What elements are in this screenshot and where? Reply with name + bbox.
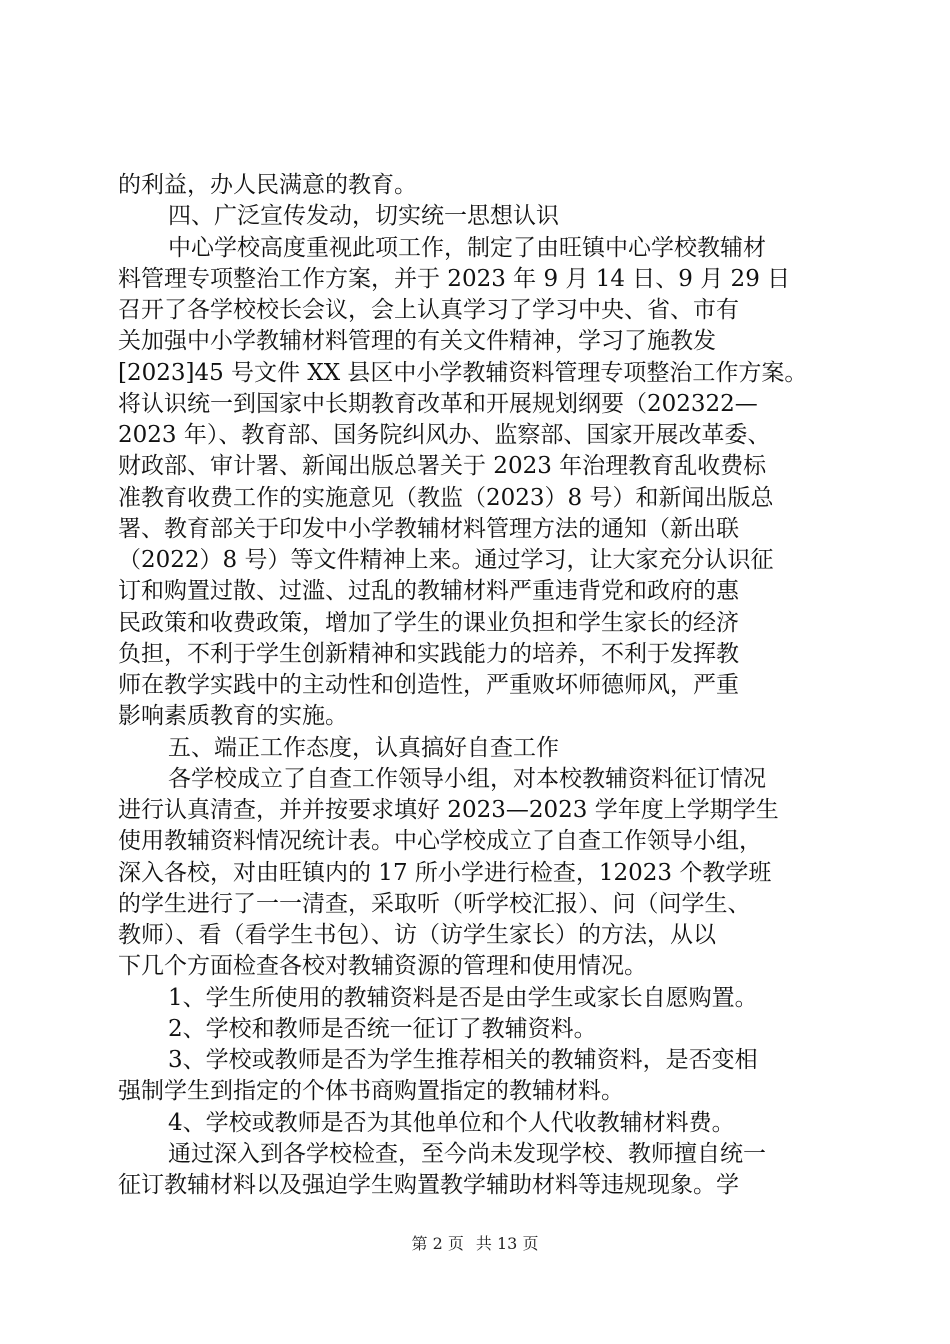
text-line: 4、学校或教师是否为其他单位和个人代收教辅材料费。 bbox=[168, 1109, 735, 1136]
text-line: 中心学校高度重视此项工作，制定了由旺镇中心学校教辅材 bbox=[168, 234, 766, 261]
text-line: 订和购置过散、过滥、过乱的教辅材料严重违背党和政府的惠 bbox=[118, 578, 739, 605]
text-line: 五、端正工作态度，认真搞好自查工作 bbox=[168, 734, 559, 761]
page-total: 共 13 页 bbox=[475, 1234, 539, 1253]
text-line: 负担，不利于学生创新精神和实践能力的培养，不利于发挥教 bbox=[118, 640, 739, 667]
document-body bbox=[118, 170, 834, 1201]
text-line: 关加强中小学教辅材料管理的有关文件精神，学习了施教发 bbox=[118, 328, 716, 355]
text-line: 1、学生所使用的教辅资料是否是由学生或家长自愿购置。 bbox=[168, 984, 758, 1011]
text-line: 征订教辅材料以及强迫学生购置教学辅助材料等违规现象。学 bbox=[118, 1172, 739, 1198]
text-line: 署、教育部关于印发中小学教辅材料管理方法的通知（新出联 bbox=[118, 515, 739, 542]
text-line: [2023]45 号文件 XX 县区中小学教辅资料管理专项整治工作方案。 bbox=[118, 359, 808, 386]
text-line: 财政部、审计署、新闻出版总署关于 2023 年治理教育乱收费标 bbox=[118, 453, 767, 480]
text-line: 料管理专项整治工作方案，并于 2023 年 9 月 14 日、9 月 29 日 bbox=[118, 265, 791, 292]
text-line: 2、学校和教师是否统一征订了教辅资料。 bbox=[168, 1015, 597, 1042]
page-footer bbox=[0, 1233, 950, 1255]
text-line: 深入各校，对由旺镇内的 17 所小学进行检查，12023 个教学班 bbox=[118, 859, 772, 886]
text-line: 下几个方面检查各校对教辅资源的管理和使用情况。 bbox=[118, 953, 647, 980]
text-line: （2022）8 号）等文件精神上来。通过学习，让大家充分认识征 bbox=[118, 547, 774, 573]
text-line: 各学校成立了自查工作领导小组，对本校教辅资料征订情况 bbox=[168, 765, 766, 792]
text-line: 准教育收费工作的实施意见（教监（2023）8 号）和新闻出版总 bbox=[118, 484, 774, 511]
text-line: 民政策和收费政策，增加了学生的课业负担和学生家长的经济 bbox=[118, 609, 739, 636]
text-line: 影响素质教育的实施。 bbox=[118, 703, 348, 730]
text-line: 召开了各学校校长会议，会上认真学习了学习中央、省、市有 bbox=[118, 297, 739, 323]
text-line: 四、广泛宣传发动，切实统一思想认识 bbox=[168, 203, 559, 230]
text-line: 的利益，办人民满意的教育。 bbox=[118, 172, 417, 198]
text-line: 师在教学实践中的主动性和创造性，严重败坏师德师风，严重 bbox=[118, 672, 739, 698]
text-line: 2023 年）、教育部、国务院纠风办、监察部、国家开展改革委、 bbox=[118, 422, 771, 448]
text-line: 进行认真清查，并并按要求填好 2023—2023 学年度上学期学生 bbox=[118, 797, 779, 823]
text-line: 强制学生到指定的个体书商购置指定的教辅材料。 bbox=[118, 1078, 624, 1105]
text-line: 将认识统一到国家中长期教育改革和开展规划纲要（202322— bbox=[118, 390, 758, 417]
text-line: 使用教辅资料情况统计表。中心学校成立了自查工作领导小组， bbox=[118, 828, 762, 855]
text-line: 3、学校或教师是否为学生推荐相关的教辅资料，是否变相 bbox=[168, 1047, 758, 1073]
text-line: 的学生进行了一一清查，采取听（听学校汇报）、问（问学生、 bbox=[118, 890, 751, 917]
text-line: 教师）、看（看学生书包）、访（访学生家长）的方法，从以 bbox=[118, 922, 716, 948]
page-number: 第 2 页 bbox=[411, 1234, 464, 1253]
text-line: 通过深入到各学校检查，至今尚未发现学校、教师擅自统一 bbox=[168, 1140, 766, 1167]
